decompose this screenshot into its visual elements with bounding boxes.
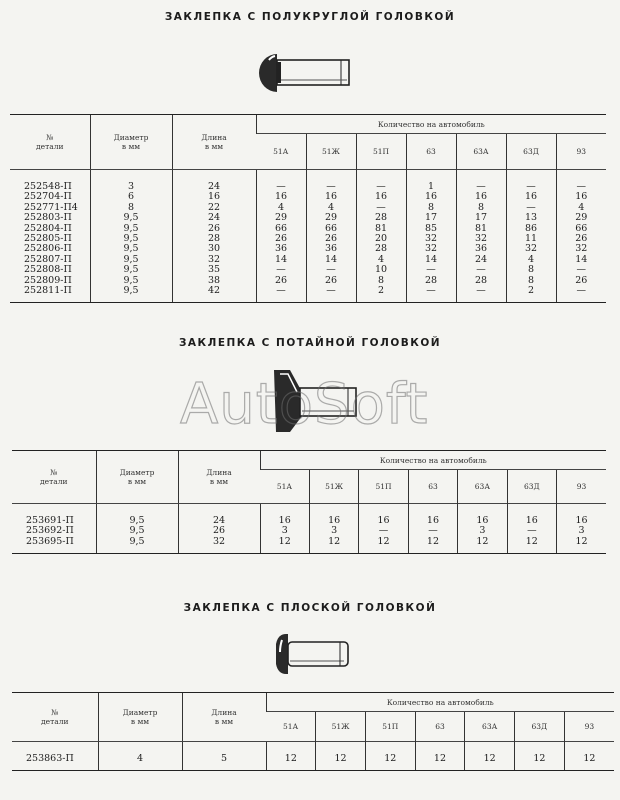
quantity-cell: 16: [408, 504, 457, 527]
header-model: 63: [408, 470, 457, 504]
quantity-cell: —: [359, 526, 408, 536]
diameter-cell: 9,5: [90, 244, 172, 254]
header-model: 51Ж: [309, 470, 358, 504]
table-row: [12, 526, 606, 536]
quantity-cell: 32: [506, 244, 556, 254]
quantity-cell: —: [506, 170, 556, 193]
quantity-cell: 16: [557, 504, 606, 527]
table-row: [10, 234, 606, 244]
quantity-cell: 12: [415, 742, 465, 771]
table-row: [10, 244, 606, 254]
diameter-cell: 6: [90, 192, 172, 202]
part-number-cell: 252803-П: [24, 212, 72, 224]
header-model: 93: [564, 712, 614, 742]
diameter-cell: 9,5: [90, 286, 172, 303]
quantity-cell: 26: [306, 234, 356, 244]
table-row: [12, 742, 614, 771]
length-cell: 35: [172, 265, 256, 275]
part-number-cell: 253695-П: [12, 537, 96, 554]
quantity-cell: —: [356, 203, 406, 213]
header-model: 51П: [365, 712, 415, 742]
quantity-cell: 14: [256, 255, 306, 265]
header-model: 63А: [456, 134, 506, 170]
parts-table-round-head: [10, 114, 606, 303]
quantity-cell: 12: [465, 742, 515, 771]
header-length: Длина в мм: [172, 115, 256, 170]
table-row: [12, 537, 606, 554]
quantity-cell: 4: [506, 255, 556, 265]
quantity-cell: 32: [406, 234, 456, 244]
quantity-cell: 26: [306, 276, 356, 286]
quantity-cell: —: [406, 265, 456, 275]
quantity-cell: —: [256, 286, 306, 303]
quantity-cell: 14: [556, 255, 606, 265]
quantity-cell: 12: [408, 537, 457, 554]
table-row: [12, 504, 606, 527]
quantity-cell: 8: [456, 203, 506, 213]
header-model: 51П: [359, 470, 408, 504]
quantity-cell: 16: [507, 504, 556, 527]
quantity-cell: 26: [256, 276, 306, 286]
quantity-cell: 24: [456, 255, 506, 265]
length-cell: 32: [178, 537, 260, 554]
quantity-cell: 26: [556, 276, 606, 286]
quantity-cell: 12: [309, 537, 358, 554]
part-number-cell: 252805-П: [24, 233, 72, 245]
quantity-cell: 32: [556, 244, 606, 254]
quantity-cell: 12: [365, 742, 415, 771]
quantity-cell: 16: [359, 504, 408, 527]
quantity-cell: 36: [456, 244, 506, 254]
diameter-cell: 9,5: [96, 537, 178, 554]
quantity-cell: 3: [260, 526, 309, 536]
part-number-cell: 252808-П: [24, 264, 72, 276]
part-number-cell: 252804-П: [24, 222, 72, 234]
quantity-cell: 8: [506, 265, 556, 275]
quantity-cell: 16: [356, 192, 406, 202]
quantity-cell: 3: [557, 526, 606, 536]
quantity-cell: 85: [406, 224, 456, 234]
length-cell: 42: [172, 286, 256, 303]
part-number-cell: 253691-П: [12, 504, 96, 527]
header-model: 51А: [260, 470, 309, 504]
part-number-cell: 252806-П: [24, 243, 72, 255]
quantity-cell: 86: [506, 224, 556, 234]
header-model: 51Ж: [316, 712, 366, 742]
part-number-cell: 252811-П: [10, 286, 90, 303]
quantity-cell: 11: [506, 234, 556, 244]
header-model: 63Д: [507, 470, 556, 504]
quantity-cell: 16: [456, 192, 506, 202]
quantity-cell: —: [456, 170, 506, 193]
quantity-cell: 28: [456, 276, 506, 286]
quantity-cell: 32: [406, 244, 456, 254]
quantity-cell: 32: [456, 234, 506, 244]
quantity-cell: 17: [456, 213, 506, 223]
quantity-cell: —: [556, 286, 606, 303]
header-length: Длина в мм: [182, 693, 266, 742]
diameter-cell: 9,5: [96, 504, 178, 527]
quantity-cell: 66: [556, 224, 606, 234]
quantity-cell: 4: [356, 255, 406, 265]
header-diameter: Диаметр в мм: [90, 115, 172, 170]
part-number-cell: 252809-П: [24, 274, 72, 286]
quantity-cell: 17: [406, 213, 456, 223]
round-head-rivet-icon: [255, 50, 355, 100]
quantity-cell: 29: [306, 213, 356, 223]
header-model: 51П: [356, 134, 406, 170]
table-row: [10, 286, 606, 303]
table-row: [10, 276, 606, 286]
header-model: 63Д: [515, 712, 565, 742]
header-model: 63: [406, 134, 456, 170]
length-cell: 26: [172, 224, 256, 234]
quantity-cell: 13: [506, 213, 556, 223]
quantity-cell: 16: [309, 504, 358, 527]
quantity-cell: —: [306, 170, 356, 193]
table-body: [12, 504, 606, 554]
quantity-cell: —: [456, 265, 506, 275]
quantity-cell: 29: [256, 213, 306, 223]
part-number-cell: 252807-П: [24, 253, 72, 265]
quantity-cell: 16: [458, 504, 507, 527]
quantity-cell: 81: [456, 224, 506, 234]
length-cell: 22: [172, 203, 256, 213]
quantity-cell: 66: [306, 224, 356, 234]
header-model: 51А: [256, 134, 306, 170]
diameter-cell: 3: [90, 170, 172, 193]
diameter-cell: 9,5: [90, 265, 172, 275]
quantity-cell: 12: [316, 742, 366, 771]
header-part-no: № детали: [12, 693, 98, 742]
header-model: 63А: [458, 470, 507, 504]
quantity-cell: 26: [556, 234, 606, 244]
table-row: [10, 265, 606, 275]
quantity-cell: 26: [256, 234, 306, 244]
quantity-cell: 16: [306, 192, 356, 202]
quantity-cell: 16: [556, 192, 606, 202]
part-number-cell: 252704-П: [24, 191, 72, 203]
diameter-cell: 8: [90, 203, 172, 213]
header-model: 51А: [266, 712, 316, 742]
quantity-cell: 16: [256, 192, 306, 202]
header-part-no: № детали: [10, 115, 90, 170]
quantity-cell: —: [306, 286, 356, 303]
length-cell: 38: [172, 276, 256, 286]
header-model: 63Д: [506, 134, 556, 170]
length-cell: 24: [178, 504, 260, 527]
quantity-cell: 8: [356, 276, 406, 286]
header-quantity-group: Количество на автомобиль: [266, 693, 614, 712]
quantity-cell: 12: [359, 537, 408, 554]
quantity-cell: 28: [356, 213, 406, 223]
quantity-cell: —: [556, 265, 606, 275]
quantity-cell: 10: [356, 265, 406, 275]
quantity-cell: 16: [406, 192, 456, 202]
table-row: [10, 170, 606, 193]
quantity-cell: 14: [306, 255, 356, 265]
quantity-cell: 29: [556, 213, 606, 223]
quantity-cell: —: [408, 526, 457, 536]
diameter-cell: 9,5: [90, 224, 172, 234]
length-cell: 24: [172, 213, 256, 223]
header-model: 93: [556, 134, 606, 170]
quantity-cell: —: [256, 170, 306, 193]
quantity-cell: 20: [356, 234, 406, 244]
length-cell: 5: [182, 742, 266, 771]
diameter-cell: 4: [98, 742, 182, 771]
quantity-cell: 8: [506, 276, 556, 286]
countersunk-rivet-icon: [270, 366, 360, 440]
diameter-cell: 9,5: [96, 526, 178, 536]
header-length: Длина в мм: [178, 451, 260, 504]
quantity-cell: 4: [556, 203, 606, 213]
quantity-cell: 4: [256, 203, 306, 213]
quantity-cell: 28: [406, 276, 456, 286]
header-quantity-group: Количество на автомобиль: [260, 451, 606, 470]
quantity-cell: 16: [506, 192, 556, 202]
quantity-cell: 3: [458, 526, 507, 536]
table-row: [10, 255, 606, 265]
part-number-cell: 252771-П4: [24, 201, 78, 213]
quantity-cell: 28: [356, 244, 406, 254]
diameter-cell: 9,5: [90, 276, 172, 286]
quantity-cell: 14: [406, 255, 456, 265]
section-title-round-head: ЗАКЛЕПКА С ПОЛУКРУГЛОЙ ГОЛОВКОЙ: [164, 11, 456, 23]
length-cell: 32: [172, 255, 256, 265]
quantity-cell: —: [507, 526, 556, 536]
table-body: [10, 170, 606, 303]
table-row: [10, 203, 606, 213]
quantity-cell: —: [406, 286, 456, 303]
diameter-cell: 9,5: [90, 213, 172, 223]
section-title-flat-head: ЗАКЛЕПКА С ПЛОСКОЙ ГОЛОВКОЙ: [183, 602, 437, 614]
quantity-cell: 8: [406, 203, 456, 213]
table-row: [10, 192, 606, 202]
quantity-cell: 12: [557, 537, 606, 554]
quantity-cell: 4: [306, 203, 356, 213]
header-quantity-group: Количество на автомобиль: [256, 115, 606, 134]
quantity-cell: 12: [564, 742, 614, 771]
table-row: [10, 213, 606, 223]
quantity-cell: 12: [507, 537, 556, 554]
flat-head-rivet-icon: [270, 630, 354, 682]
quantity-cell: —: [456, 286, 506, 303]
quantity-cell: 12: [515, 742, 565, 771]
parts-table-flat-head: [12, 692, 614, 771]
quantity-cell: 1: [406, 170, 456, 193]
header-model: 63: [415, 712, 465, 742]
quantity-cell: —: [556, 170, 606, 193]
quantity-cell: 16: [260, 504, 309, 527]
quantity-cell: 66: [256, 224, 306, 234]
quantity-cell: —: [306, 265, 356, 275]
quantity-cell: —: [256, 265, 306, 275]
length-cell: 24: [172, 170, 256, 193]
quantity-cell: —: [506, 203, 556, 213]
section-title-countersunk: ЗАКЛЕПКА С ПОТАЙНОЙ ГОЛОВКОЙ: [178, 337, 442, 349]
diameter-cell: 9,5: [90, 234, 172, 244]
quantity-cell: 36: [256, 244, 306, 254]
parts-table-countersunk: [12, 450, 606, 554]
quantity-cell: 12: [266, 742, 316, 771]
quantity-cell: 12: [260, 537, 309, 554]
part-number-cell: 253692-П: [26, 525, 74, 537]
length-cell: 30: [172, 244, 256, 254]
quantity-cell: 12: [458, 537, 507, 554]
part-number-cell: 253863-П: [12, 742, 98, 771]
header-diameter: Диаметр в мм: [98, 693, 182, 742]
header-model: 63А: [465, 712, 515, 742]
header-part-no: № детали: [12, 451, 96, 504]
quantity-cell: —: [356, 170, 406, 193]
quantity-cell: 81: [356, 224, 406, 234]
table-row: [10, 224, 606, 234]
quantity-cell: 2: [356, 286, 406, 303]
header-model: 51Ж: [306, 134, 356, 170]
length-cell: 28: [172, 234, 256, 244]
part-number-cell: 252548-П: [10, 170, 90, 193]
diameter-cell: 9,5: [90, 255, 172, 265]
header-model: 93: [557, 470, 606, 504]
quantity-cell: 2: [506, 286, 556, 303]
quantity-cell: 36: [306, 244, 356, 254]
length-cell: 26: [178, 526, 260, 536]
length-cell: 16: [172, 192, 256, 202]
table-body: [12, 742, 614, 771]
quantity-cell: 3: [309, 526, 358, 536]
header-diameter: Диаметр в мм: [96, 451, 178, 504]
